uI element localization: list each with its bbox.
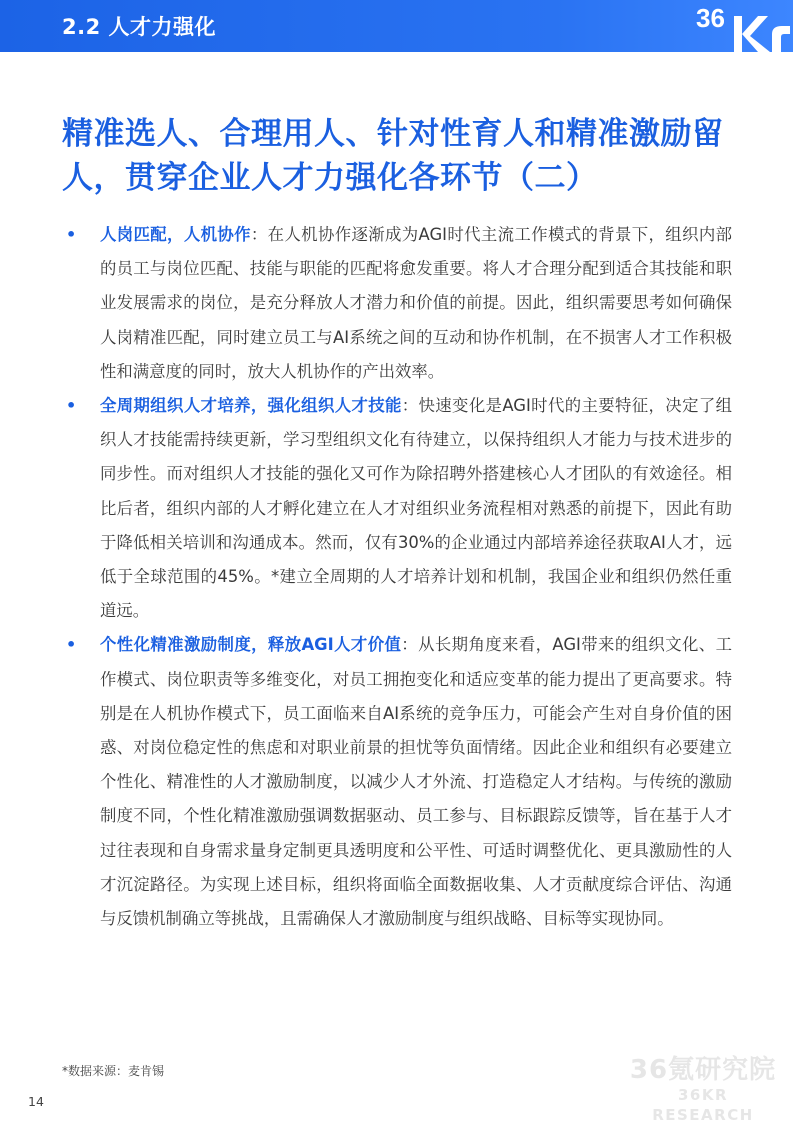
bullet-body: ：在人机协作逐渐成为AGI时代主流工作模式的背景下，组织内部的员工与岗位匹配、技能与职能的匹配将愈发重要。将人才合理分配到适合其技能和职业发展需求的岗位，是充分释放人才潜力和价值的前提。因此，组织需要思考如何确保人岗精准匹配，同时建立员工与AI系统之间的互动和协作机制，在不损害人才工作积极性和满意度的同时，放大人机协作的产出效率。 <box>100 225 732 381</box>
watermark-main: 36氪研究院 <box>629 1055 777 1085</box>
bullet-item <box>62 218 732 389</box>
watermark-sub: 36KR RESEARCH <box>652 1086 754 1124</box>
page-number: 14 <box>28 1094 44 1109</box>
bullet-lead: 人岗匹配，人机协作 <box>100 225 251 244</box>
bullet-dot-icon: • <box>66 396 77 416</box>
bullet-lead: 全周期组织人才培养，强化组织人才技能 <box>100 396 402 416</box>
watermark <box>628 1055 778 1125</box>
bullet-dot-icon: • <box>66 225 77 244</box>
bullet-dot-icon: • <box>66 635 77 655</box>
36kr-logo <box>694 0 793 52</box>
header-bar <box>0 0 793 52</box>
bullet-lead: 个性化精准激励制度，释放AGI人才价值 <box>100 635 402 655</box>
bullet-body: ：从长期角度来看，AGI带来的组织文化、工作模式、岗位职责等多维变化，对员工拥抱变化和适应变革的能力提出了更高要求。特别是在人机协作模式下，员工面临来自AI系统的竞争压力，可能会产生对自身价值的困惑、对岗位稳定性的焦虑和对职业前景的担忧等负面情绪。因此企业和组织有必要建立个性化、精准性的人才激励制度，以减少人才外流、打造稳定人才结构。与传统的激励制度不同，个性化精准激励强调数据驱动、员工参与、目标跟踪反馈等，旨在基于人才过往表现和自身需求量身定制更具透明度和公平性、可适时调整优化、更具激励性的人才沉淀路径。为实现上述目标，组织将面临全面数据收集、人才贡献度综合评估、沟通与反馈机制确立等挑战，且需确保人才激励制度与组织战略、目标等实现协同。 <box>100 635 732 929</box>
section-title: 2.2 人才力强化 <box>62 15 217 39</box>
bullet-list <box>62 218 732 936</box>
bullet-item <box>62 389 732 628</box>
svg-text:36: 36 <box>696 3 725 33</box>
source-note: *数据来源：麦肯锡 <box>62 1064 165 1078</box>
bullet-item <box>62 628 732 936</box>
page-heading: 精准选人、合理用人、针对性育人和精准激励留人，贯穿企业人才力强化各环节（二） <box>62 116 724 196</box>
bullet-body: ：快速变化是AGI时代的主要特征，决定了组织人才技能需持续更新，学习型组织文化有待建立，以保持组织人才能力与技术进步的同步性。而对组织人才技能的强化又可作为除招聘外搭建核心人才团队的有效途径。相比后者，组织内部的人才孵化建立在人才对组织业务流程相对熟悉的前提下，因此有助于降低相关培训和沟通成本。然而，仅有30%的企业通过内部培养途径获取AI人才，远低于全球范围的45%。*建立全周期的人才培养计划和机制，我国企业和组织仍然任重道远。 <box>100 396 732 621</box>
